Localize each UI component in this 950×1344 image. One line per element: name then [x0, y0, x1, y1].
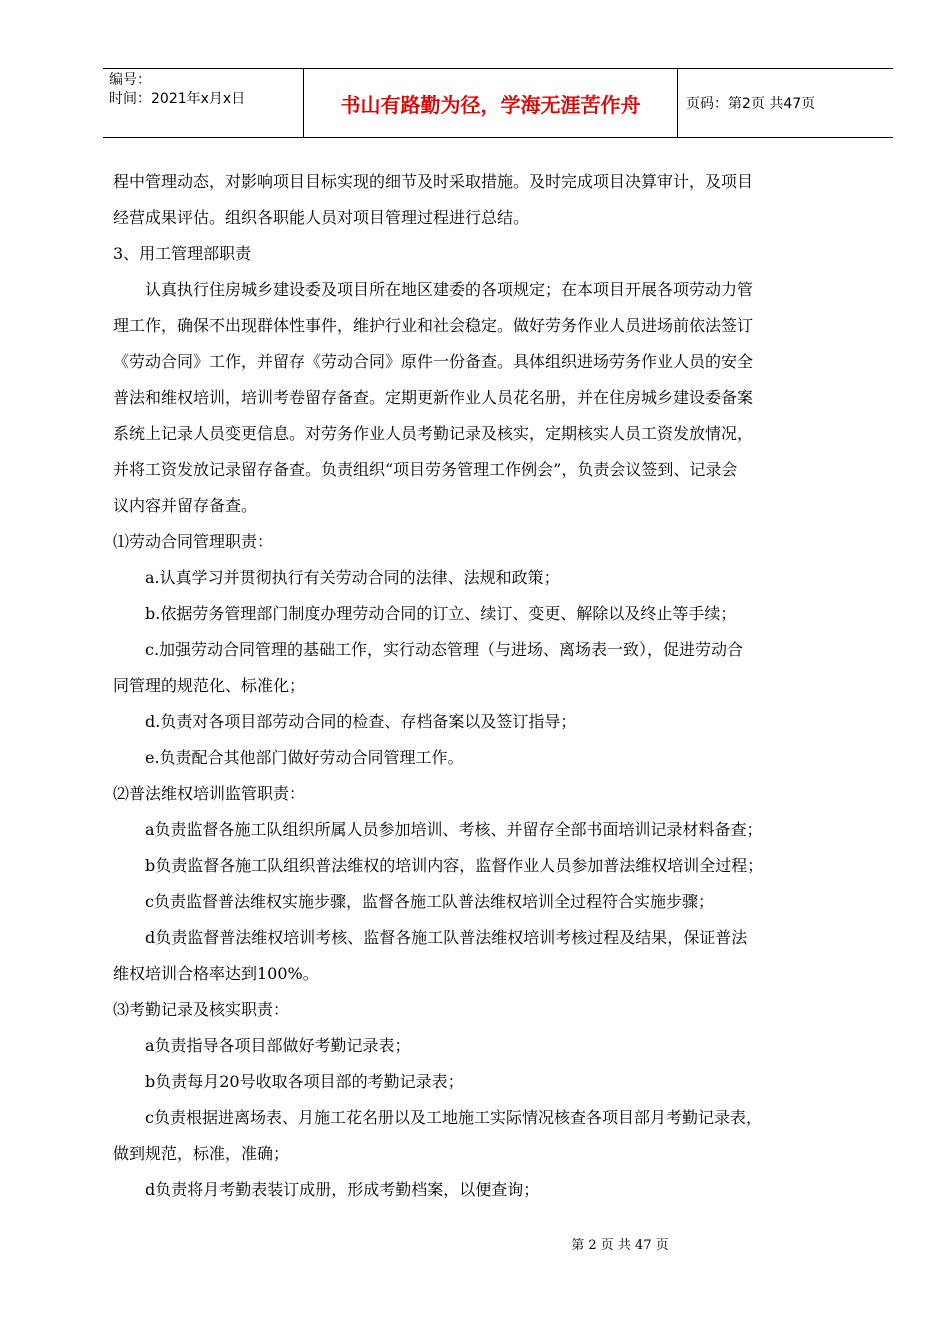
- text-line: 认真执行住房城乡建设委及项目所在地区建委的各项规定；在本项目开展各项劳动力管: [145, 280, 754, 299]
- text-line: e.负责配合其他部门做好劳动合同管理工作。: [145, 748, 464, 767]
- text-line: d.负责对各项目部劳动合同的检查、存档备案以及签订指导；: [145, 712, 577, 731]
- text-line: b负责监督各施工队组织普法维权的培训内容，监督作业人员参加普法维权培训全过程；: [145, 856, 764, 875]
- page-footer: [0, 1234, 950, 1253]
- text-line: 议内容并留存备查。: [113, 496, 258, 515]
- page-header: [103, 68, 893, 138]
- text-line: 维权培训合格率达到100%。: [113, 964, 319, 983]
- number-label: 编号：: [109, 72, 151, 88]
- footer-page-number: 第 2 页 共 47 页: [571, 1238, 669, 1253]
- text-line: ⑶考勤记录及核实职责：: [113, 1000, 290, 1019]
- header-page-cell: [678, 69, 893, 137]
- text-line: a.认真学习并贯彻执行有关劳动合同的法律、法规和政策；: [145, 568, 560, 587]
- page-number-label: 页码：第2页 共47页: [686, 96, 816, 112]
- motto-text: 书山有路勤为径，学海无涯苦作舟: [340, 92, 641, 117]
- text-line: b.依据劳务管理部门制度办理劳动合同的订立、续订、变更、解除以及终止等手续；: [145, 604, 737, 623]
- text-line: 并将工资发放记录留存备查。负责组织“项目劳务管理工作例会”，负责会议签到、记录会: [113, 460, 738, 479]
- text-line: a负责指导各项目部做好考勤记录表；: [145, 1036, 411, 1055]
- text-line: 系统上记录人员变更信息。对劳务作业人员考勤记录及核实，定期核实人员工资发放情况，: [113, 424, 754, 443]
- text-line: 同管理的规范化、标准化；: [113, 676, 306, 695]
- time-label: 时间：2021年x月x日: [109, 91, 246, 107]
- header-meta-cell: [103, 69, 303, 137]
- text-line: 程中管理动态，对影响项目目标实现的细节及时采取措施。及时完成项目决算审计，及项目: [113, 172, 754, 191]
- text-line: 经营成果评估。组织各职能人员对项目管理过程进行总结。: [113, 208, 530, 227]
- text-line: ⑴劳动合同管理职责：: [113, 532, 274, 551]
- text-line: b负责每月20号收取各项目部的考勤记录表；: [145, 1072, 464, 1091]
- text-line: c.加强劳动合同管理的基础工作，实行动态管理（与进场、离场表一致），促进劳动合: [145, 640, 744, 659]
- text-line: 3、用工管理部职责: [113, 244, 252, 263]
- text-line: 理工作，确保不出现群体性事件，维护行业和社会稳定。做好劳务作业人员进场前依法签订: [113, 316, 754, 335]
- text-line: d负责监督普法维权培训考核、监督各施工队普法维权培训考核过程及结果，保证普法: [145, 928, 748, 947]
- text-line: 《劳动合同》工作，并留存《劳动合同》原件一份备查。具体组织进场劳务作业人员的安全: [113, 352, 754, 371]
- text-line: a负责监督各施工队组织所属人员参加培训、考核、并留存全部书面培训记录材料备查；: [145, 820, 763, 839]
- header-motto-cell: [303, 69, 678, 137]
- text-line: ⑵普法维权培训监管职责：: [113, 784, 306, 803]
- document-body: [113, 164, 883, 1208]
- text-line: d负责将月考勤表装订成册，形成考勤档案，以便查询；: [145, 1180, 540, 1199]
- text-line: c负责根据进离场表、月施工花名册以及工地施工实际情况核查各项目部月考勤记录表，: [145, 1108, 762, 1127]
- text-line: c负责监督普法维权实施步骤，监督各施工队普法维权培训全过程符合实施步骤；: [145, 892, 714, 911]
- text-line: 普法和维权培训，培训考卷留存备查。定期更新作业人员花名册，并在住房城乡建设委备案: [113, 388, 754, 407]
- text-line: 做到规范，标准，准确；: [113, 1144, 290, 1163]
